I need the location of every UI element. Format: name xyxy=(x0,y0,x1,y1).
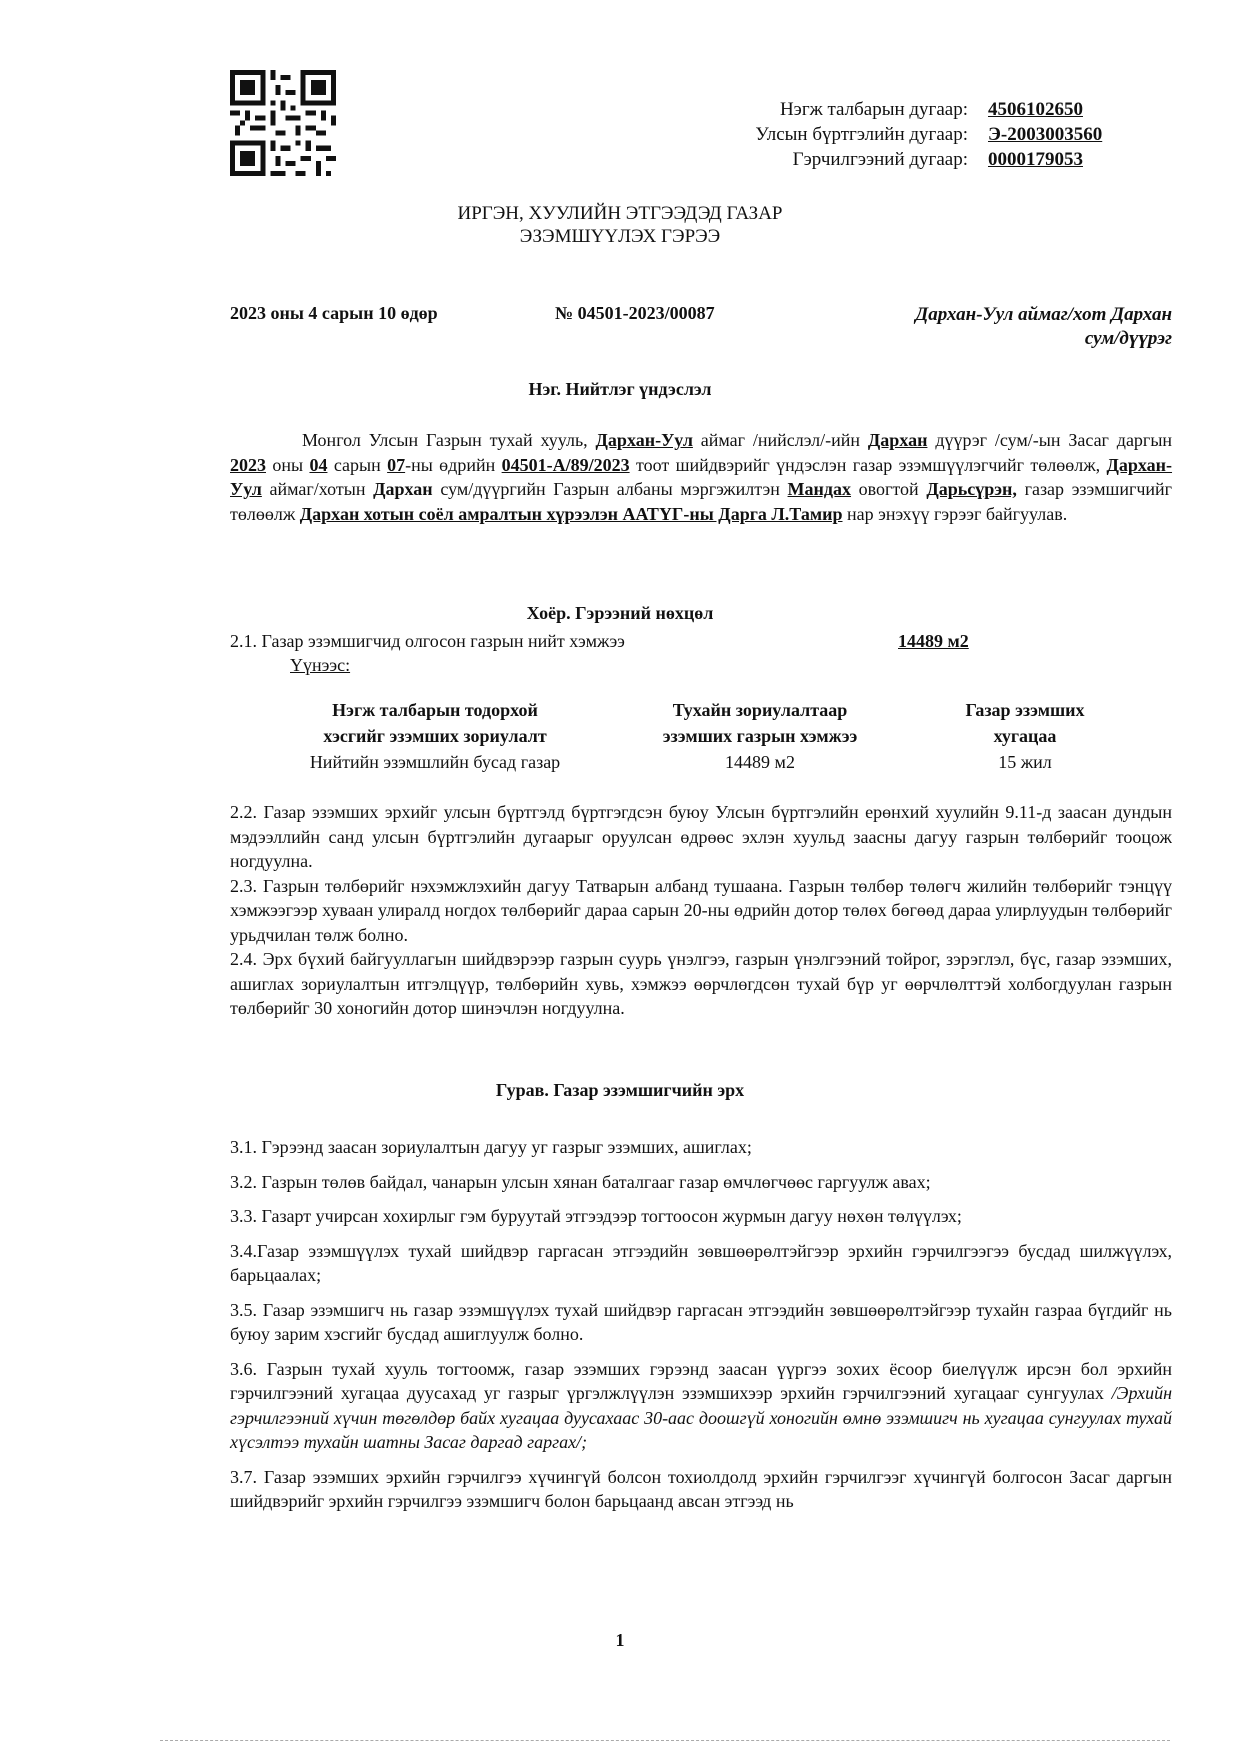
s1-day: 07 xyxy=(387,454,406,475)
clause-3-2: 3.2. Газрын төлөв байдал, чанарын улсын хянан баталгааг газар өмчлөгчөөс гаргуулж авах; xyxy=(230,1171,931,1192)
s1-name: Дарьсүрэн, xyxy=(926,479,1017,499)
section-3-title: Гурав. Газар эзэмшигчийн эрх xyxy=(495,1080,745,1100)
table-cell-area: 14489 м2 xyxy=(725,752,795,772)
table-cell-term: 15 жил xyxy=(998,752,1052,772)
table-header-purpose-2: хэсгийг эзэмших зориулалт xyxy=(323,726,547,746)
s1-land-holder: Дархан хотын соёл амралтын хүрээлэн ААТҮГ-ны Дарга Л.Тамир xyxy=(299,503,843,524)
s1-text-8: аймаг/хотын xyxy=(269,479,366,499)
parcel-number-value: 4506102650 xyxy=(988,99,1083,120)
s1-text-5: сарын xyxy=(333,454,381,475)
s1-text-2: аймаг /нийслэл/-ийн xyxy=(700,430,861,450)
of-which-label: Үүнээс: xyxy=(290,655,351,675)
s1-aimag: Дархан-Уул xyxy=(595,430,693,450)
s1-aimag-2: Дархан-Уул xyxy=(230,454,1173,499)
location-line-1: Дархан-Уул аймаг/хот Дархан xyxy=(915,304,1172,325)
contract-date: 2023 оны 4 сарын 10 өдөр xyxy=(230,303,438,323)
table-header-area-2: эзэмших газрын хэмжээ xyxy=(662,726,858,746)
s1-decree-number: 04501-А/89/2023 xyxy=(501,454,630,475)
table-header-area-1: Тухайн зориулалтаар xyxy=(672,700,848,720)
s1-surname: Мандах xyxy=(787,479,852,499)
state-registration-label: Улсын бүртгэлийн дугаар: xyxy=(755,124,968,145)
land-use-table xyxy=(270,697,1130,775)
clause-3-3: 3.3. Газарт учирсан хохирлыг гэм буруутай этгээдээр тогтоосон журмын дагуу нөхөн төлүүлэх; xyxy=(230,1206,962,1226)
location-line-2: сум/дүүрэг xyxy=(1084,328,1172,349)
table-header-row-2 xyxy=(270,723,1130,749)
clause-3-4: 3.4.Газар эзэмшүүлэх тухай шийдвэр гаргасан этгээдийн зөвшөөрөлтэйгээр эрхийн гэрчилгээгээ бусдад шилжүүлэх, барьцаалах; xyxy=(230,1240,1172,1285)
item-2-1-label: 2.1. Газар эзэмшигчид олгосон газрын нийт хэмжээ xyxy=(230,631,625,651)
s1-text-12: нар энэхүү гэрээг байгуулав. xyxy=(847,503,1068,524)
clause-3-6-note: /Эрхийн гэрчилгээний хүчин төгөлдөр байх хугацаа дуусахаас 30-аас доошгүй хоногийн өмнө эзэмшигч нь хугацаа сунгуулах тухай хүсэлтээ тухайн шатны Засаг даргад гаргах/; xyxy=(230,1383,1173,1452)
table-header-term-2: хугацаа xyxy=(993,726,1057,746)
certificate-number-row xyxy=(640,147,1120,172)
document-title-line-1: ИРГЭН, ХУУЛИЙН ЭТГЭЭДЭД ГАЗАР xyxy=(457,203,783,224)
clause-3-5: 3.5. Газар эзэмшигч нь газар эзэмшүүлэх тухай шийдвэр гаргасан этгээдийн зөвшөөрөлтэйгээр тухайн газраа бүгдийг нь буюу зарим хэсгийг бусдад ашиглуулж болно. xyxy=(230,1299,1172,1344)
registration-ids xyxy=(640,97,1120,172)
s1-text-1: Монгол Улсын Газрын тухай хууль, xyxy=(302,430,588,450)
certificate-number-label: Гэрчилгээний дугаар: xyxy=(792,149,968,170)
section-2-clauses xyxy=(230,800,1172,1021)
section-1-title: Нэг. Нийтлэг үндэслэл xyxy=(528,379,712,399)
state-registration-value: Э-2003003560 xyxy=(988,124,1103,145)
s1-text-4: оны xyxy=(272,454,304,475)
clause-2-4: 2.4. Эрх бүхий байгууллагын шийдвэрээр газрын суурь үнэлгээ, газрын үнэлгээний тойрог, зэрэглэл, бүс, газар эзэмших, ашиглах зориулалтын итгэлцүүр, төлбөрийн хувь, хэмжээ өөрчлөгдсөн тухай бүр уг өөрчлөлттэй холбогдуулан газрын төлбөрийг 30 хоногийн дотор шинэчлэн ногдуулна. xyxy=(230,949,1172,1018)
s1-text-10: овогтой xyxy=(858,479,919,499)
page-number: 1 xyxy=(615,1630,625,1650)
s1-sum: Дархан xyxy=(867,430,928,450)
table-cell-purpose: Нийтийн эзэмшлийн бусад газар xyxy=(309,752,561,772)
s1-text-3: дүүрэг /сум/-ын Засаг даргын xyxy=(935,430,1173,450)
certificate-number-value: 0000179053 xyxy=(988,149,1083,170)
s1-text-7: тоот шийдвэрийг үндэслэн газар эзэмшүүлэгчийг төлөөлж, xyxy=(635,454,1101,475)
clause-2-2: 2.2. Газар эзэмших эрхийг улсын бүртгэлд бүртгэгдсэн буюу Улсын бүртгэлийн ерөнхий хуулийн 9.11-д заасан дундын мэдээллийн санд улсын бүртгэлийн дугаарыг оруулсан өдрөөс эхлэн хуульд заасны дагуу газрын төлбөрийг тооцож ногдуулна. xyxy=(230,802,1172,871)
s1-year: 2023 xyxy=(230,454,266,475)
s1-month: 04 xyxy=(309,454,328,475)
s1-text-11: газар эзэмшигчийг төлөөлж xyxy=(230,479,1173,524)
contract-location xyxy=(842,303,1172,351)
section-3-clauses xyxy=(230,1135,1172,1524)
clause-3-7: 3.7. Газар эзэмших эрхийн гэрчилгээ хүчингүй болсон тохиолдолд эрхийн гэрчилгээг хүчингүй болгосон Засаг даргын шийдвэрийг эрхийн гэрчилгээ эзэмшигч болон барьцаанд авсан этгээд нь xyxy=(230,1466,1172,1511)
table-row xyxy=(270,749,1130,775)
section-2-title: Хоёр. Гэрээний нөхцөл xyxy=(526,603,714,623)
section-1-paragraph xyxy=(230,428,1172,526)
table-header-purpose-1: Нэгж талбарын тодорхой xyxy=(332,700,538,720)
table-header-row-1 xyxy=(270,697,1130,723)
clause-3-1: 3.1. Гэрээнд заасан зориулалтын дагуу уг газрыг эзэмших, ашиглах; xyxy=(230,1137,752,1157)
table-header-term-1: Газар эзэмших xyxy=(965,700,1085,720)
qr-code-icon xyxy=(230,70,336,176)
clause-2-3: 2.3. Газрын төлбөрийг нэхэмжлэхийн дагуу Татварын албанд тушаана. Газрын төлбөр төлөгч жилийн төлбөрийг тэнцүү хэмжээгээр хуваан улиралд ногдох төлбөрийг дараа сарын 20-ны өдрийн дотор төлөх бөгөөд дараа улирлуудын төлбөрийг урьдчилан төлж болно. xyxy=(230,875,1172,945)
clause-3-6-text: 3.6. Газрын тухай хууль тогтоомж, газар эзэмших гэрээнд заасан үүргээ зохих ёсоор биелүүлж ирсэн бол эрхийн гэрчилгээний хугацаа дуусахад уг газрыг үргэлжлүүлэн эзэмшихээр эрхийн гэрчилгээний хугацааг сунгуулах xyxy=(230,1358,1172,1403)
scan-edge-divider xyxy=(160,1740,1170,1741)
state-registration-row xyxy=(640,122,1120,147)
contract-number: № 04501-2023/00087 xyxy=(555,303,715,323)
document-title-line-2: ЭЗЭМШҮҮЛЭХ ГЭРЭЭ xyxy=(519,226,721,247)
parcel-number-label: Нэгж талбарын дугаар: xyxy=(779,99,968,120)
item-2-1-value: 14489 м2 xyxy=(898,631,969,651)
parcel-number-row xyxy=(640,97,1120,122)
clause-3-6 xyxy=(230,1357,1172,1455)
s1-sum-2: Дархан xyxy=(373,479,433,499)
s1-text-9: сум/дүүргийн Газрын албаны мэргэжилтэн xyxy=(440,479,780,499)
s1-text-6: -ны өдрийн xyxy=(405,454,496,475)
